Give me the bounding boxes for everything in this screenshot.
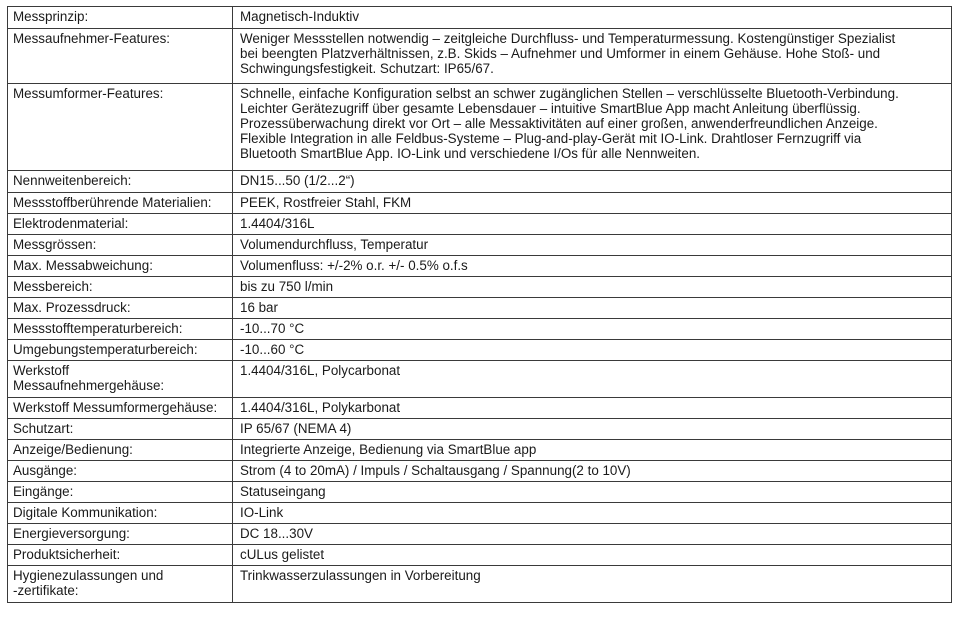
row-label-wetted-materials: Messstoffberührende Materialien:	[8, 193, 233, 214]
table-row	[8, 235, 952, 256]
table-row	[8, 29, 952, 84]
row-label-sensor-housing-material: Werkstoff Messaufnehmergehäuse:	[8, 361, 233, 398]
row-value-product-safety: cULus gelistet	[233, 545, 952, 566]
row-value-measuring-range: bis zu 750 l/min	[233, 277, 952, 298]
row-label-max-process-pressure: Max. Prozessdruck:	[8, 298, 233, 319]
table-row	[8, 440, 952, 461]
row-label-inputs: Eingänge:	[8, 482, 233, 503]
row-value-wetted-materials: PEEK, Rostfreier Stahl, FKM	[233, 193, 952, 214]
table-row	[8, 482, 952, 503]
row-value-medium-temperature-range: -10...70 °C	[233, 319, 952, 340]
row-label-outputs: Ausgänge:	[8, 461, 233, 482]
table-row	[8, 545, 952, 566]
table-row	[8, 84, 952, 171]
row-value-digital-communication: IO-Link	[233, 503, 952, 524]
table-row	[8, 171, 952, 193]
row-value-transmitter-features: Schnelle, einfache Konfiguration selbst an schwer zugänglichen Stellen – verschlüsselte Bluetooth-Verbindung. Leichter Gerätezugriff über gesamte Lebensdauer – intuitive SmartBlue App macht Anleitung überflüssig. Prozessüberwachung direkt vor Ort – alle Messaktivitäten auf einer großen, anwenderfreundlichen Anzeige. Flexible Integration in alle Feldbus-Systeme – Plug-and-play-Gerät mit IO-Link. Drahtloser Fernzugriff via Bluetooth SmartBlue App. IO-Link und verschiedene I/Os für alle Nennweiten.	[233, 84, 952, 171]
row-value-electrode-material: 1.4404/316L	[233, 214, 952, 235]
table-row	[8, 461, 952, 482]
row-value-nominal-diameter: DN15...50 (1/2...2“)	[233, 171, 952, 193]
row-value-max-process-pressure: 16 bar	[233, 298, 952, 319]
table-row	[8, 277, 952, 298]
row-value-hygiene-approvals: Trinkwasserzulassungen in Vorbereitung	[233, 566, 952, 603]
row-value-sensor-housing-material: 1.4404/316L, Polycarbonat	[233, 361, 952, 398]
row-value-ambient-temperature-range: -10...60 °C	[233, 340, 952, 361]
row-label-hygiene-approvals: Hygienezulassungen und -zertifikate:	[8, 566, 233, 603]
row-value-max-measurement-error: Volumenfluss: +/-2% o.r. +/- 0.5% o.f.s	[233, 256, 952, 277]
row-value-measuring-principle: Magnetisch-Induktiv	[233, 7, 952, 29]
table-row	[8, 419, 952, 440]
row-label-nominal-diameter: Nennweitenbereich:	[8, 171, 233, 193]
row-label-electrode-material: Elektrodenmaterial:	[8, 214, 233, 235]
table-row	[8, 566, 952, 603]
row-label-display-operation: Anzeige/Bedienung:	[8, 440, 233, 461]
row-value-measured-variables: Volumendurchfluss, Temperatur	[233, 235, 952, 256]
table-row	[8, 319, 952, 340]
row-value-power-supply: DC 18...30V	[233, 524, 952, 545]
row-label-measuring-range: Messbereich:	[8, 277, 233, 298]
specification-table	[7, 6, 952, 603]
specification-table-body	[8, 7, 952, 603]
table-row	[8, 298, 952, 319]
row-label-measured-variables: Messgrössen:	[8, 235, 233, 256]
row-label-transmitter-features: Messumformer-Features:	[8, 84, 233, 171]
row-label-medium-temperature-range: Messstofftemperaturbereich:	[8, 319, 233, 340]
table-row	[8, 503, 952, 524]
row-label-protection-class: Schutzart:	[8, 419, 233, 440]
row-label-sensor-features: Messaufnehmer-Features:	[8, 29, 233, 84]
row-label-product-safety: Produktsicherheit:	[8, 545, 233, 566]
row-label-max-measurement-error: Max. Messabweichung:	[8, 256, 233, 277]
row-label-ambient-temperature-range: Umgebungstemperaturbereich:	[8, 340, 233, 361]
table-row	[8, 524, 952, 545]
row-label-transmitter-housing-material: Werkstoff Messumformergehäuse:	[8, 398, 233, 419]
table-row	[8, 7, 952, 29]
table-row	[8, 361, 952, 398]
table-row	[8, 214, 952, 235]
table-row	[8, 340, 952, 361]
table-row	[8, 398, 952, 419]
row-value-protection-class: IP 65/67 (NEMA 4)	[233, 419, 952, 440]
row-value-inputs: Statuseingang	[233, 482, 952, 503]
row-label-power-supply: Energieversorgung:	[8, 524, 233, 545]
row-value-display-operation: Integrierte Anzeige, Bedienung via SmartBlue app	[233, 440, 952, 461]
row-label-measuring-principle: Messprinzip:	[8, 7, 233, 29]
row-label-digital-communication: Digitale Kommunikation:	[8, 503, 233, 524]
row-value-transmitter-housing-material: 1.4404/316L, Polykarbonat	[233, 398, 952, 419]
table-row	[8, 193, 952, 214]
row-value-outputs: Strom (4 to 20mA) / Impuls / Schaltausgang / Spannung(2 to 10V)	[233, 461, 952, 482]
row-value-sensor-features: Weniger Messstellen notwendig – zeitgleiche Durchfluss- und Temperaturmessung. Kostengünstiger Spezialist bei beengten Platzverhältnissen, z.B. Skids – Aufnehmer und Umformer in einem Gehäuse. Hohe Stoß- und Schwingungsfestigkeit. Schutzart: IP65/67.	[233, 29, 952, 84]
table-row	[8, 256, 952, 277]
